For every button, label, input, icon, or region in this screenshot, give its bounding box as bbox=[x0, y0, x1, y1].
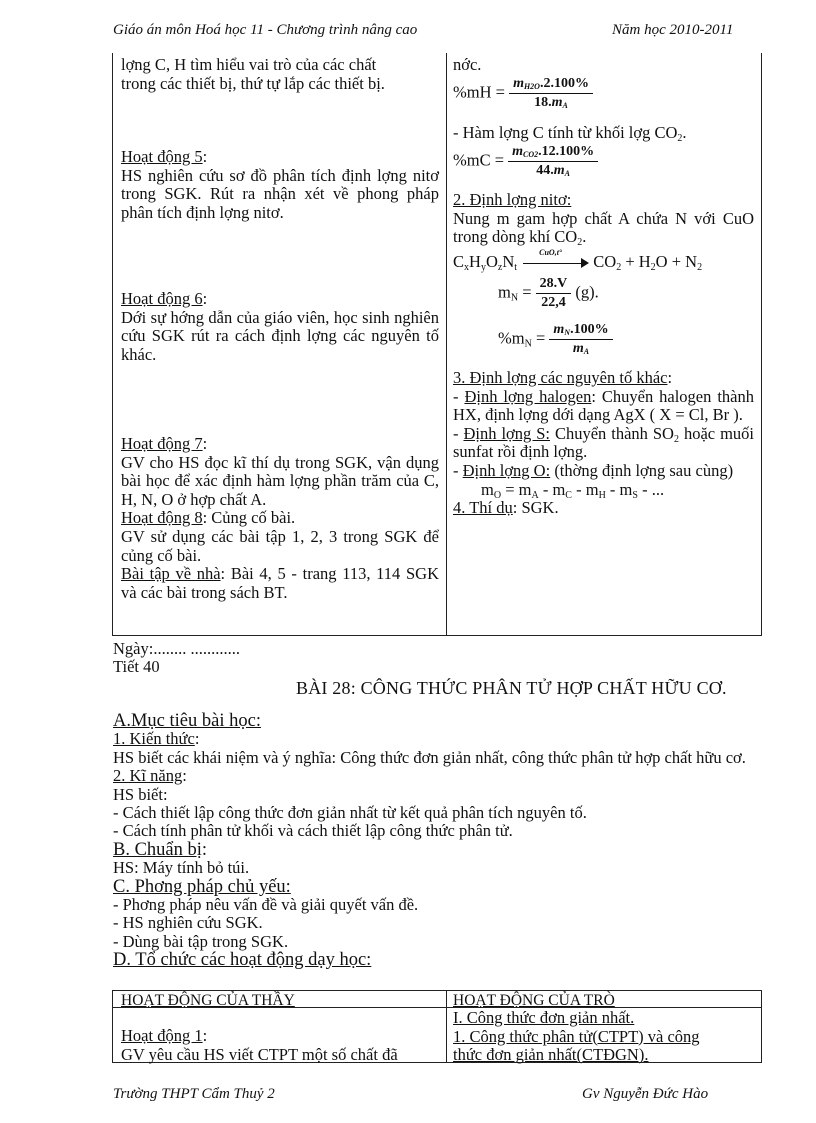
lesson-objectives: A.Mục tiêu bài học: 1. Kiến thức: HS biết các khái niệm và ý nghĩa: Công thức đơn giản nhất, công thức phân tử hợp chất hữu cơ. 2. Kĩ năng: HS biết: - Cách thiết lập công thức đơn giản nhất từ kết quả phân tích nguyên tố. - Cách tính phân tử khối và cách thiết lập công thức phân tử. B. Chuẩn bị: HS: Máy tính bỏ túi. C. Phơng pháp chủ yếu: - Phơng pháp nêu vấn đề và giải quyết vấn đề. - HS nghiên cứu SGK. - Dùng bài tập trong SGK. D. Tổ chức các hoạt động dạy học: bbox=[113, 712, 761, 970]
reaction-equation bbox=[453, 248, 703, 273]
activity-8-title: Hoạt động 8 bbox=[121, 508, 203, 528]
activity-8-subtitle: : Củng cố bài. bbox=[202, 508, 296, 528]
fraction: $\frac{\text{mCO2.12.100\%}}{44.mA}$ bbox=[508, 144, 598, 179]
section-3: 3. Định lợng các nguyên tố khác: - Định lợng halogen: Chuyển halogen thành HX, định lợng dới dạng AgX ( X = Cl, Br ). - Định lợng S: Chuyển thành $SO_2$ hoặc muối sunfat rồi định lợng. - Định lợng O: (thờng định lợng sau cùng) $m_O = m_A - m_C - m_H - m_S$ - ... 4. Thí dụ: SGK. bbox=[453, 368, 754, 518]
lesson-period: Tiết 40 bbox=[113, 657, 160, 676]
fraction bbox=[536, 276, 572, 311]
list-item: - Phơng pháp nêu vấn đề và giải quyết vấn đề. bbox=[113, 895, 419, 915]
formula-label: %mC = bbox=[453, 150, 505, 170]
activity-8-text: GV sử dụng các bài tập 1, 2, 3 trong SGK để củng cố bài. bbox=[121, 526, 439, 565]
reaction-arrow-icon bbox=[521, 248, 589, 270]
section-2: 2. Định lợng nitơ: Nung m gam hợp chất A chứa N với CuO trong dòng khí $CO_2$. bbox=[453, 190, 754, 249]
table-column-divider bbox=[446, 990, 447, 1063]
section-3-title: 3. Định lợng các nguyên tố khác bbox=[453, 368, 668, 387]
hamluong-C: - Hàm lợng C tính từ khối lợg $CO_2$. bbox=[453, 123, 687, 144]
table-header-teacher: HOẠT ĐỘNG CỦA THẦY bbox=[121, 992, 295, 1009]
activity-7-text: GV cho HS đọc kĩ thí dụ trong SGK, vận dụng bài học để xác định hàm lợng phần trăm của C, H, N, O ở hợp chất A. bbox=[121, 452, 439, 509]
num: 28.V bbox=[536, 276, 572, 294]
den: m bbox=[572, 341, 584, 356]
formula-mN: $m_N$ = $\frac{28.V}{22,4}$ (g). bbox=[498, 276, 599, 310]
activity-7: Hoạt động 7: GV cho HS đọc kĩ thí dụ trong SGK, vận dụng bài học để xác định hàm lợng phần trăm của C, H, N, O ở hợp chất A. Hoạt động 8: Củng cố bài. GV sử dụng các bài tập 1, 2, 3 trong SGK để củng cố bài. Bài tập về nhà: Bài 4, 5 - trang 113, 114 SGK và các bài trong sách BT. bbox=[121, 434, 439, 602]
page-footer-right: Gv Nguyễn Đức Hào bbox=[582, 1086, 709, 1102]
activity-6: Hoạt động 6: Dới sự hớng dẫn của giáo viên, học sinh nghiên cứu SGK rút ra cách định lợng các nguyên tố khác. bbox=[121, 289, 439, 364]
var: m bbox=[551, 95, 563, 110]
activity-7-title: Hoạt động 7 bbox=[121, 434, 203, 453]
activity-6-text: Dới sự hớng dẫn của giáo viên, học sinh nghiên cứu SGK rút ra cách định lợng các nguyên tố khác. bbox=[121, 307, 439, 364]
page-footer-left: Trường THPT Cẩm Thuỷ 2 bbox=[113, 1086, 275, 1102]
sub: N bbox=[510, 292, 519, 304]
num: 100% bbox=[573, 322, 609, 337]
sub: A bbox=[564, 169, 571, 178]
text: - Hàm lợng C tính từ khối lợg CO bbox=[453, 123, 678, 142]
t2-left-cell: Hoạt động 1: GV yêu cầu HS viết CTPT một số chất đã bbox=[121, 1027, 439, 1064]
activity-5: Hoạt động 5: HS nghiên cứu sơ đồ phân tích định lợng nitơ trong SGK. Rút ra nhận xét về phong pháp phân tích định lợng nitơ. bbox=[121, 147, 439, 222]
halogen-text: : Chuyển halogen thành HX, định lợng dới dạng AgX ( X = Cl, Br ). bbox=[453, 386, 754, 425]
table-column-divider bbox=[446, 53, 447, 636]
right-nuoc: nớc. bbox=[453, 55, 482, 74]
section-C-title: C. Phơng pháp chủ yếu: bbox=[113, 876, 291, 897]
reaction-lhs: $C_xH_yO_zN_t$ bbox=[453, 252, 518, 273]
activity-1-title: Hoạt động 1 bbox=[121, 1026, 203, 1045]
sulfur-text: Chuyển thành SO bbox=[549, 423, 674, 443]
right-heading-1a: 1. Công thức phân tử(CTPT) và công bbox=[453, 1026, 700, 1046]
section-A2-title: 2. Kĩ năng bbox=[113, 766, 183, 786]
den: 44. bbox=[536, 163, 554, 178]
page-header-left: Giáo án môn Hoá học 11 - Chương trình nâng cao bbox=[113, 22, 418, 38]
activity-6-title: Hoạt động 6 bbox=[121, 289, 203, 308]
var: m bbox=[513, 76, 524, 91]
sub: A bbox=[562, 101, 568, 110]
label: m bbox=[498, 282, 511, 302]
sub: CO2 bbox=[523, 150, 539, 159]
section-A1-title: 1. Kiến thức bbox=[113, 729, 195, 749]
section-2-title: 2. Định lợng nitơ: bbox=[453, 190, 572, 209]
page-header-right: Năm học 2010-2011 bbox=[612, 22, 734, 38]
formula-label: %mH = bbox=[453, 82, 505, 102]
unit: (g). bbox=[575, 282, 599, 302]
lesson-date: Ngày:........ ............ bbox=[113, 639, 240, 658]
fraction: $\frac{mH2O.2.100\%}{18.mA}$ bbox=[509, 76, 593, 111]
section-A1-text: HS biết các khái niệm và ý nghĩa: Công thức đơn giản nhất, công thức phân tử hợp chất hữu cơ. bbox=[113, 747, 746, 767]
activity-1-text: GV yêu cầu HS viết CTPT một số chất đã bbox=[121, 1044, 398, 1064]
fraction: $\frac{mN.100\%}{mA}$ bbox=[549, 322, 612, 357]
den: 22,4 bbox=[541, 295, 566, 310]
oxygen-equation: $m_O = m_A - m_C - m_H - m_S$ - ... bbox=[481, 479, 665, 501]
formula-pct-mH bbox=[453, 76, 593, 111]
halogen-title: Định lợng halogen bbox=[464, 386, 592, 406]
den: 18. bbox=[534, 95, 552, 110]
reaction-rhs: $CO_2 + H_2O + N_2$ bbox=[593, 252, 703, 273]
var: m bbox=[553, 163, 565, 178]
list-item: - Dùng bài tập trong SGK. bbox=[113, 931, 289, 951]
sulfur-text-2: hoặc muối sunfat rồi định lợng. bbox=[453, 423, 754, 462]
homework-title: Bài tập về nhà bbox=[121, 564, 221, 584]
right-heading-1b: thức đơn giản nhất(CTĐGN). bbox=[453, 1045, 649, 1065]
num: 12.100% bbox=[541, 144, 595, 159]
intro-line-1: lợng C, H tìm hiểu vai trò của các chất bbox=[121, 55, 377, 74]
sub: H2O bbox=[523, 82, 540, 91]
section-A2-lead: HS biết: bbox=[113, 784, 168, 804]
section-2-text: Nung m gam hợp chất A chứa N với CuO trong dòng khí CO bbox=[453, 208, 754, 247]
t2-right-cell bbox=[453, 1009, 754, 1065]
formula-pct-mN: $\%m_N$ = $\frac{mN.100\%}{mA}$ bbox=[498, 322, 613, 357]
lesson-title: BÀI 28: CÔNG THỨC PHÂN TỬ HỢP CHẤT HỮU CƠ. bbox=[296, 678, 727, 698]
intro-line-2: trong các thiết bị, thứ tự lắp các thiết bị. bbox=[121, 73, 385, 93]
left-intro bbox=[121, 56, 439, 93]
section-B-title: B. Chuẩn bị bbox=[113, 839, 202, 860]
num: 2.100% bbox=[543, 76, 589, 91]
table-header-student: HOẠT ĐỘNG CỦA TRÒ bbox=[453, 992, 615, 1009]
section-D-title: D. Tổ chức các hoạt động dạy học: bbox=[113, 950, 372, 971]
section-4-text: : SGK. bbox=[512, 498, 559, 518]
section-A-title: A.Mục tiêu bài học: bbox=[113, 711, 261, 731]
section-B-text: HS: Máy tính bỏ túi. bbox=[113, 858, 250, 878]
label: %m bbox=[498, 328, 525, 348]
reaction-condition: CuO,t° bbox=[539, 248, 563, 258]
var: m bbox=[512, 144, 524, 159]
formula-pct-mC bbox=[453, 144, 598, 179]
oxygen-title: Định lợng O: bbox=[462, 460, 551, 480]
sulfur-title: Định lợng S: bbox=[463, 423, 550, 443]
section-4-title: 4. Thí dụ bbox=[453, 498, 513, 518]
homework-text: : Bài 4, 5 - trang 113, 114 SGK và các bài trong sách BT. bbox=[121, 564, 439, 602]
list-item: - Cách thiết lập công thức đơn giản nhất từ kết quả phân tích nguyên tố. bbox=[113, 803, 587, 823]
list-item: - HS nghiên cứu SGK. bbox=[113, 913, 263, 933]
activity-5-title: Hoạt động 5 bbox=[121, 147, 203, 166]
list-item: - Cách tính phân tử khối và cách thiết lập công thức phân tử. bbox=[113, 821, 513, 841]
right-heading-I: I. Công thức đơn giản nhất. bbox=[453, 1008, 635, 1027]
activity-5-text: HS nghiên cứu sơ đồ phân tích định lợng nitơ trong SGK. Rút ra nhận xét về phong pháp phân tích định lợng nitơ. bbox=[121, 165, 439, 222]
text: . bbox=[682, 123, 687, 142]
oxygen-text: (thờng định lợng sau cùng) bbox=[550, 460, 734, 480]
